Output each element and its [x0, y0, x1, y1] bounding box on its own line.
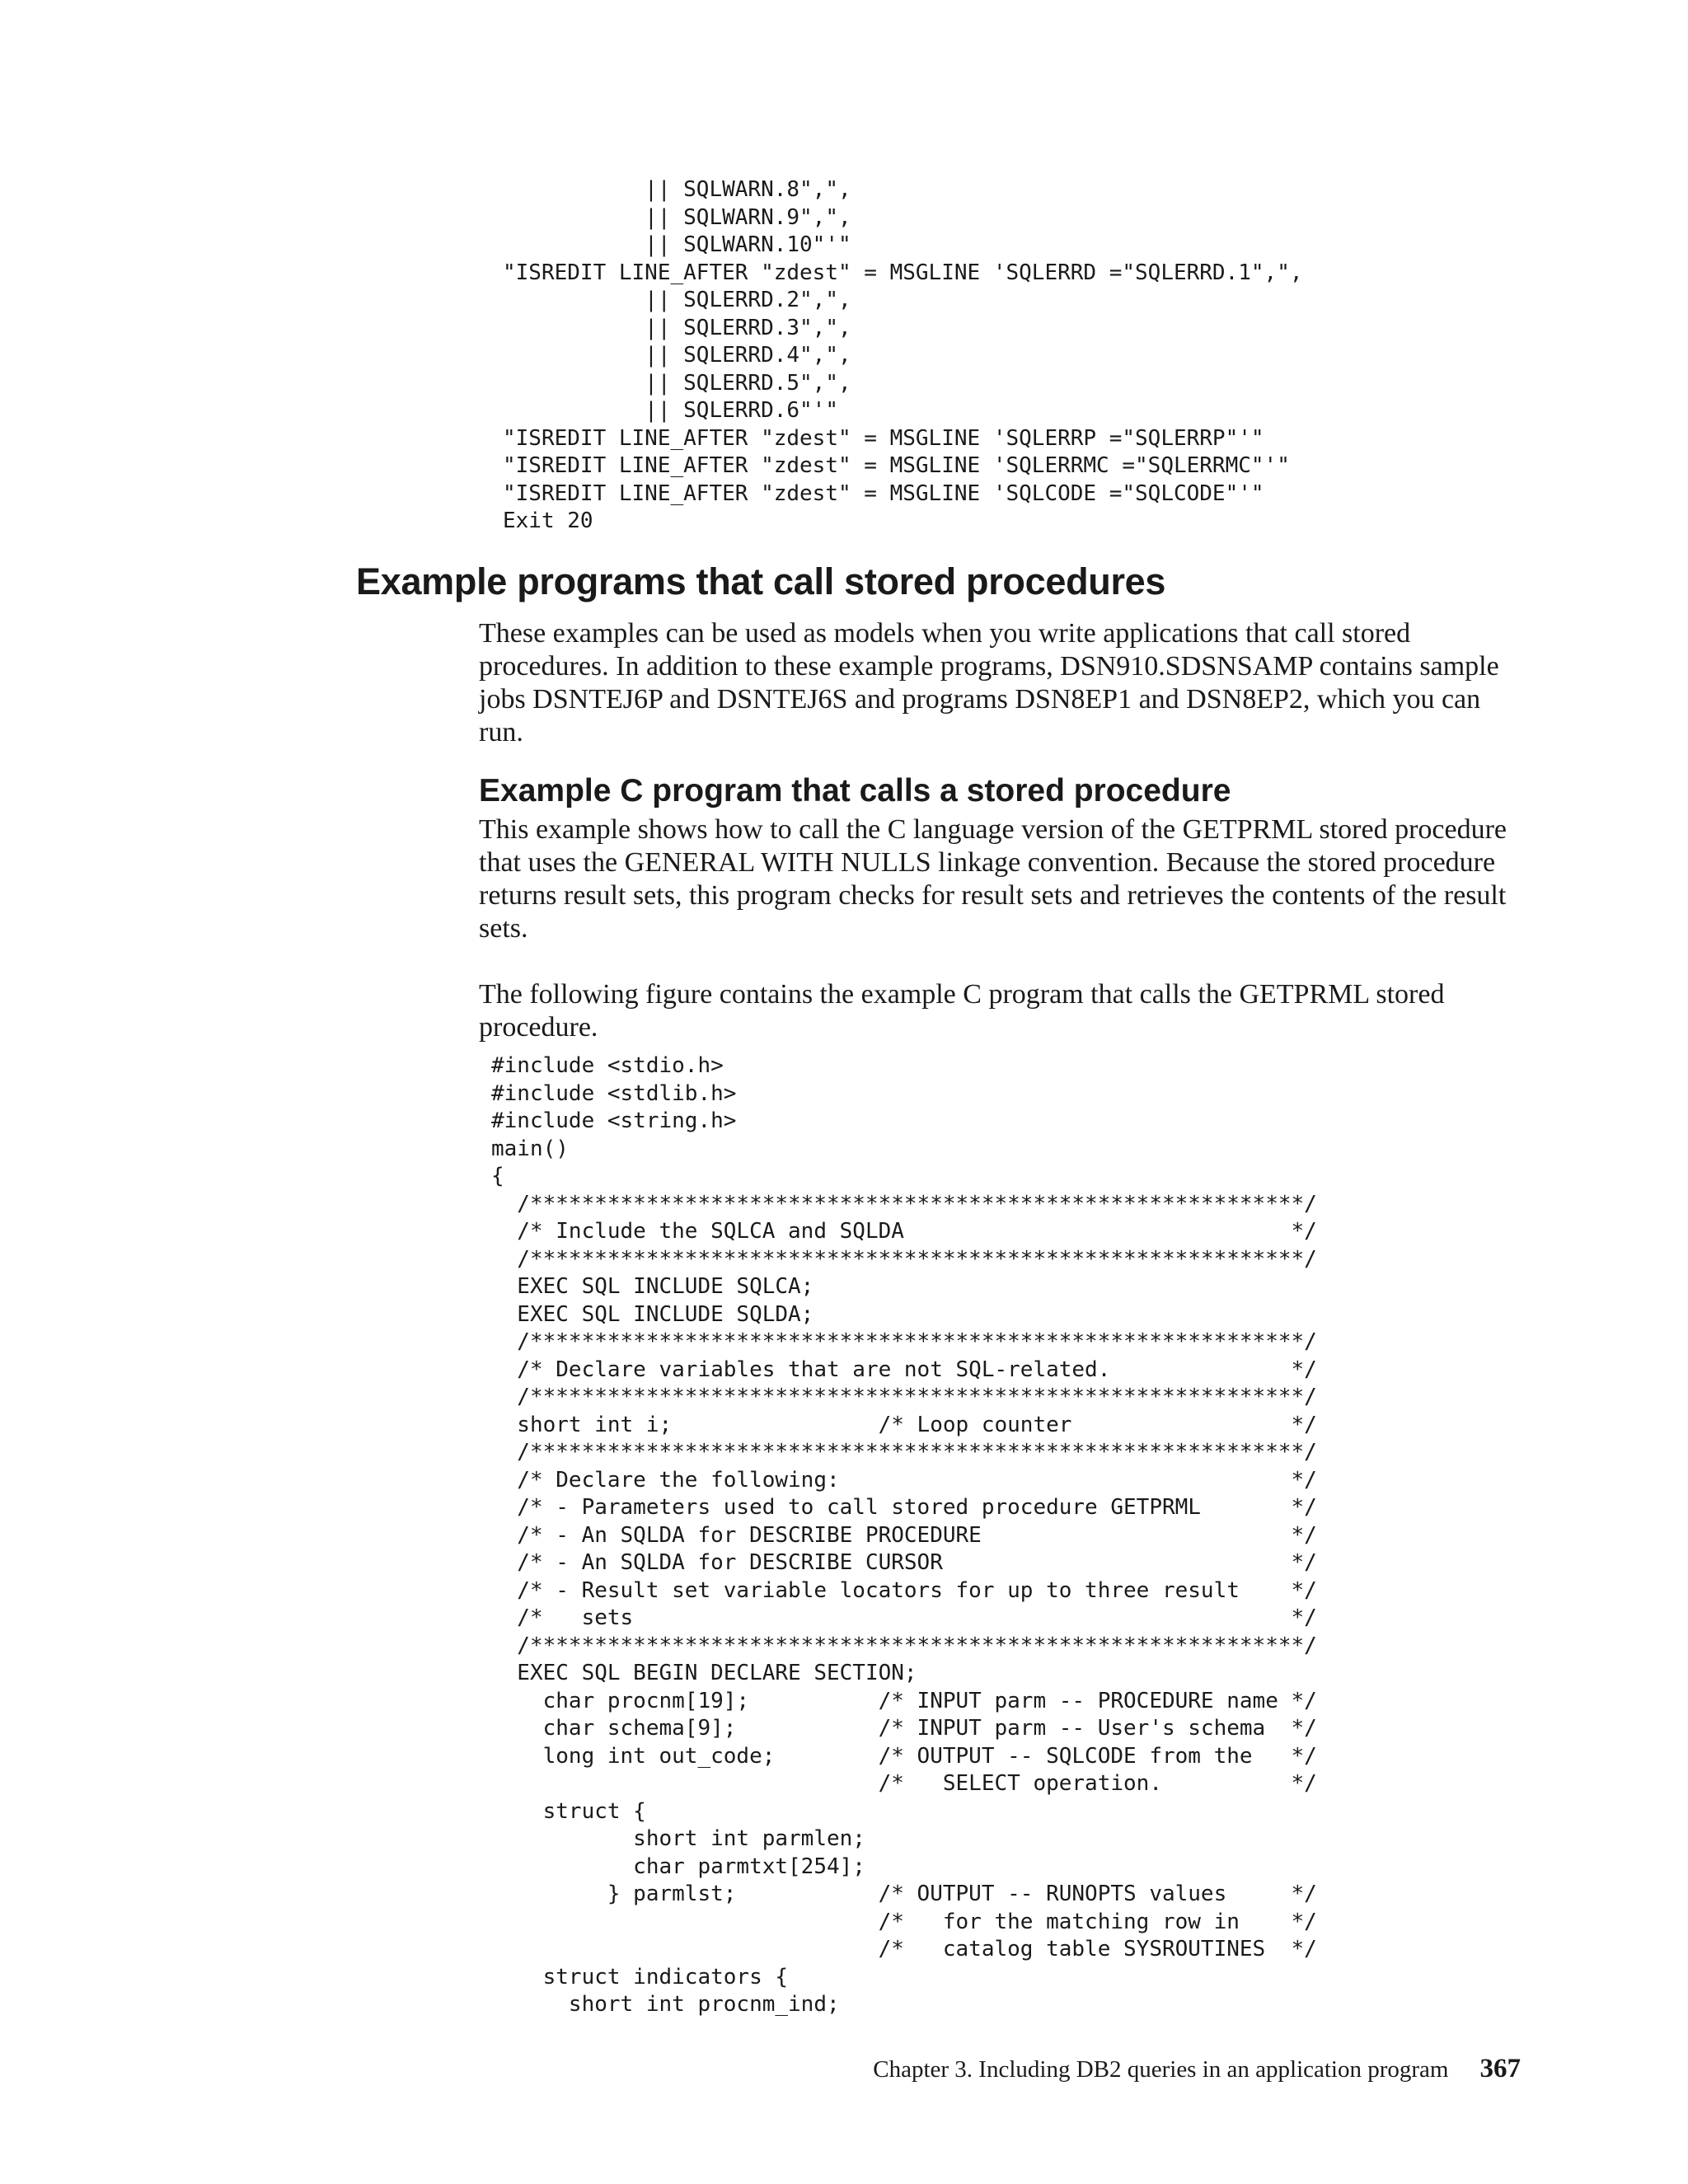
- c-code-line: EXEC SQL BEGIN DECLARE SECTION;: [491, 1661, 917, 1685]
- c-code-line: /* - Result set variable locators for up to three result */: [491, 1577, 1317, 1603]
- c-code-line: #include <stdlib.h>: [491, 1080, 737, 1106]
- rexx-code-block: [503, 176, 1303, 536]
- rexx-code-line: Exit 20: [503, 509, 593, 533]
- c-code-line: /* Declare variables that are not SQL-related. */: [491, 1357, 1317, 1382]
- rexx-code-line: || SQLERRD.6"'": [503, 398, 838, 423]
- c-code-line: /************************************************************/: [491, 1440, 1317, 1465]
- c-code-line: /************************************************************/: [491, 1246, 1317, 1272]
- c-code-line: main(): [491, 1136, 569, 1161]
- c-code-line: short int i; /* Loop counter */: [491, 1412, 1317, 1437]
- c-code-line: } parmlst; /* OUTPUT -- RUNOPTS values */: [491, 1882, 1317, 1906]
- subsection-paragraph-1: This example shows how to call the C language version of the GETPRML stored procedure that uses the GENERAL WITH NULLS linkage convention. Because the stored procedure returns result sets, this program checks for result sets and retrieves the contents of the result sets.: [479, 814, 1507, 944]
- c-code-line: /* - An SQLDA for DESCRIBE CURSOR */: [491, 1550, 1317, 1575]
- c-code-line: /************************************************************/: [491, 1633, 1317, 1658]
- c-code-line: /************************************************************/: [491, 1191, 1317, 1216]
- c-code-line: /* - Parameters used to call stored procedure GETPRML */: [491, 1495, 1317, 1520]
- rexx-code-line: || SQLWARN.8",",: [503, 177, 851, 202]
- c-code-line: /* sets */: [491, 1605, 1317, 1630]
- subsection-paragraph-2: The following figure contains the example C program that calls the GETPRML stored procedure.: [479, 979, 1445, 1043]
- c-code-line: /* Include the SQLCA and SQLDA */: [491, 1219, 1317, 1244]
- footer-chapter-title: Chapter 3. Including DB2 queries in an application program: [873, 2056, 1449, 2083]
- c-code-line: EXEC SQL INCLUDE SQLCA;: [491, 1274, 814, 1299]
- c-code-line: struct {: [491, 1798, 646, 1824]
- page-footer: [0, 2054, 1521, 2084]
- rexx-code-line: "ISREDIT LINE_AFTER "zdest" = MSGLINE 'SQLERRP ="SQLERRP"'": [503, 425, 1264, 451]
- page-number: 367: [1479, 2054, 1521, 2083]
- c-code-line: short int procnm_ind;: [491, 1992, 840, 2017]
- c-code-line: /************************************************************/: [491, 1385, 1317, 1409]
- c-code-line: char schema[9]; /* INPUT parm -- User's schema */: [491, 1716, 1317, 1741]
- c-code-line: /* - An SQLDA for DESCRIBE PROCEDURE */: [491, 1522, 1317, 1548]
- c-code-line: long int out_code; /* OUTPUT -- SQLCODE from the */: [491, 1743, 1317, 1769]
- c-code-line: struct indicators {: [491, 1964, 789, 1990]
- c-code-block: [491, 1052, 1317, 2019]
- subsection-title: Example C program that calls a stored procedure: [479, 773, 1231, 808]
- rexx-code-line: || SQLERRD.2",",: [503, 288, 851, 312]
- section-title: Example programs that call stored procedures: [356, 560, 1166, 602]
- c-code-line: char procnm[19]; /* INPUT parm -- PROCEDURE name */: [491, 1688, 1317, 1713]
- c-code-line: short int parmlen;: [491, 1826, 865, 1851]
- c-code-line: /* catalog table SYSROUTINES */: [491, 1937, 1317, 1961]
- rexx-code-line: "ISREDIT LINE_AFTER "zdest" = MSGLINE 'SQLCODE ="SQLCODE"'": [503, 480, 1264, 506]
- c-code-line: {: [491, 1164, 504, 1188]
- rexx-code-line: "ISREDIT LINE_AFTER "zdest" = MSGLINE 'SQLERRMC ="SQLERRMC"'": [503, 453, 1290, 478]
- c-code-line: #include <stdio.h>: [491, 1053, 724, 1078]
- c-code-line: char parmtxt[254];: [491, 1854, 865, 1879]
- c-code-line: /************************************************************/: [491, 1329, 1317, 1354]
- c-code-line: /* Declare the following: */: [491, 1467, 1317, 1493]
- rexx-code-line: || SQLERRD.5",",: [503, 370, 851, 396]
- c-code-line: /* SELECT operation. */: [491, 1771, 1317, 1796]
- rexx-code-line: "ISREDIT LINE_AFTER "zdest" = MSGLINE 'SQLERRD ="SQLERRD.1",",: [503, 260, 1303, 285]
- c-code-line: EXEC SQL INCLUDE SQLDA;: [491, 1301, 814, 1327]
- c-code-line: /* for the matching row in */: [491, 1909, 1317, 1934]
- rexx-code-line: || SQLWARN.9",",: [503, 204, 851, 230]
- rexx-code-line: || SQLWARN.10"'": [503, 232, 851, 257]
- rexx-code-line: || SQLERRD.3",",: [503, 315, 851, 340]
- c-code-line: #include <string.h>: [491, 1108, 737, 1133]
- rexx-code-line: || SQLERRD.4",",: [503, 343, 851, 368]
- intro-paragraph: These examples can be used as models when you write applications that call stored procedures. In addition to these example programs, DSN910.SDSNSAMP contains sample jobs DSNTEJ6P and DSNTEJ6S and programs DSN8EP1 and DSN8EP2, which you can run.: [479, 618, 1499, 748]
